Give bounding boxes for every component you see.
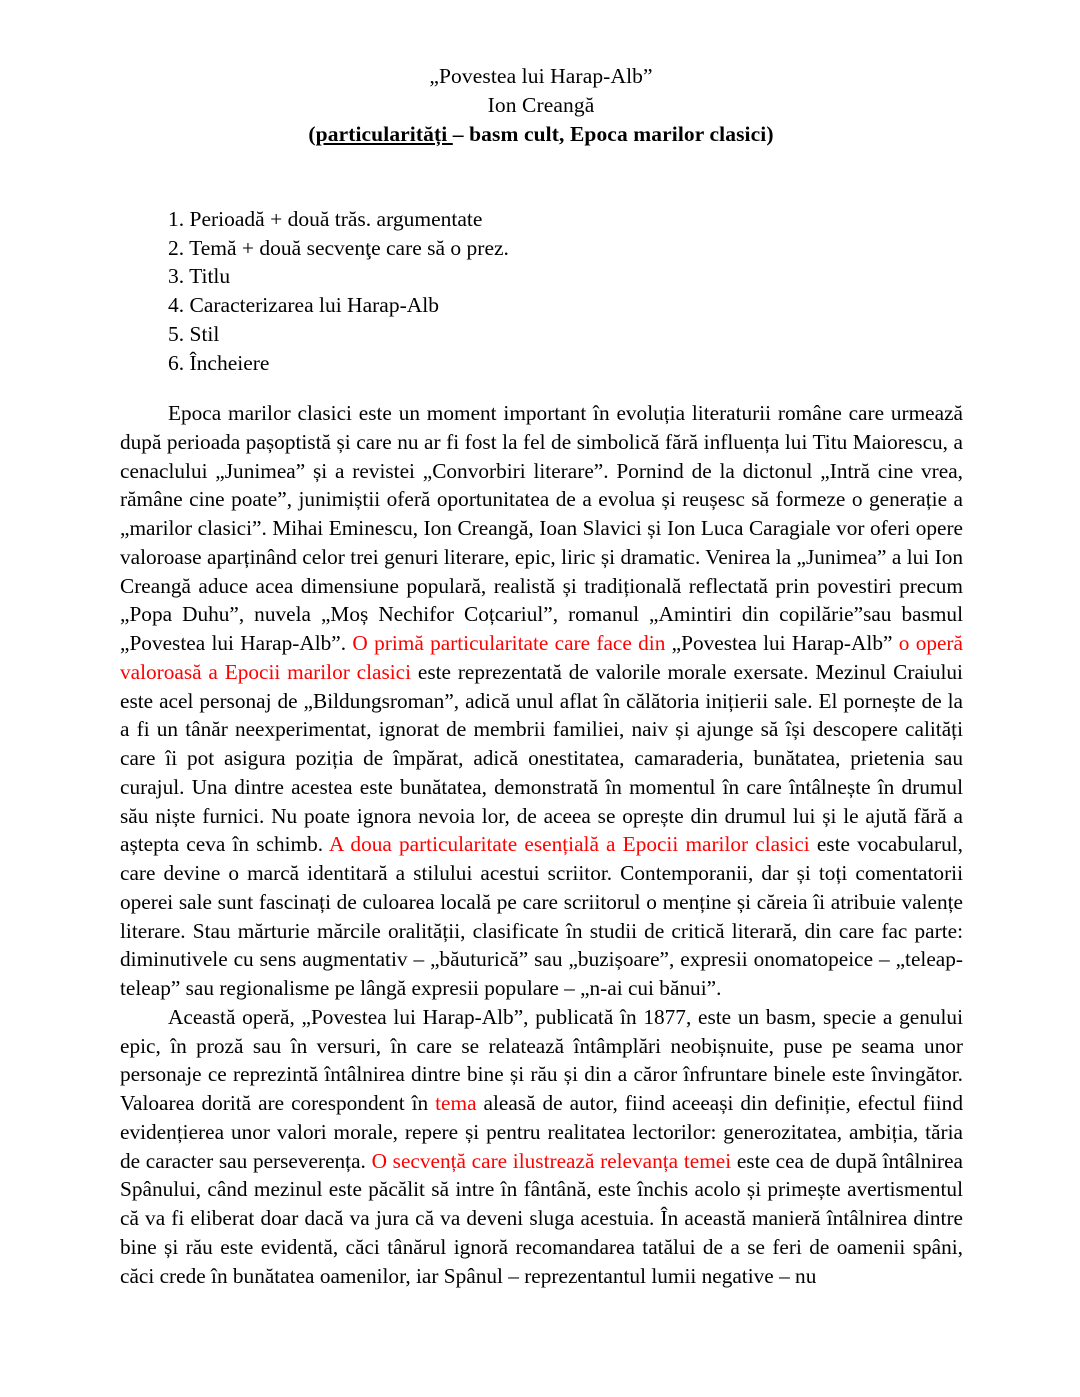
subtitle-underlined-term: particularități [315, 122, 453, 147]
document-body [120, 399, 963, 1290]
subtitle-rest: – basm cult, Epoca marilor clasici) [452, 122, 774, 147]
highlighted-text-run: A doua particularitate esențială a Epocii marilor clasici [329, 832, 817, 857]
list-item: 2. Temă + două secvenţe care să o prez. [168, 235, 509, 260]
text-run: aleasă de autor, fiind aceeași din definiție, efectul fiind evidențierea unor valori morale, repere și pentru realitatea lectorilor: generozitatea, ambiția, tăria de caracter sau perseverența. [120, 1091, 963, 1173]
text-run: este reprezentată de valorile morale exersate. Mezinul Craiului este acel personaj de „Bildungsroman”, adică unul aflat în călătoria inițierii sale. El pornește de la a fi un tânăr neexperimentat, ignorat de membrii familiei, naiv și ajunge să își descopere calități care îi pot asigura poziția de împărat, adică onestitatea, camaraderia, bunătatea, prietenia sau curajul. Una dintre acestea este bunătatea, demonstrată în momentul în care întâlnește în drumul său niște furnici. Nu poate ignora nevoia lor, de aceea se oprește din drumul lui și le ajută fără a aștepta ceva în schimb. [120, 659, 963, 857]
text-run: „Povestea lui Harap-Alb” [671, 631, 899, 655]
text-run: Epoca marilor clasici este un moment important în evoluția literaturii române care urmează după perioada pașoptistă și care nu ar fi fost la fel de simbolică fără influența lui Titu Maiorescu, a cenaclului „Junimea” și a revistei „Convorbiri literare”. Pornind de la dictonul „Intră cine vrea, rămâne cine poate”, junimiștii oferă oportunitatea de a evolua și reușesc să formeze o generație a „marilor clasici”. Mihai Eminescu, Ion Creangă, Ioan Slavici și Ion Luca Caragiale vor oferi opere valoroase aparținând celor trei genuri literare, epic, liric și dramatic. Venirea la „Junimea” a lui Ion Creangă aduce acea dimensiune populară, realistă și tradițională reflectată prin povestiri precum „Popa Duhu”, nuvela „Moș Nechifor Coțcariul”, romanul „Amintiri din copilărie”sau basmul „Povestea lui Harap-Alb”. [120, 401, 963, 655]
text-run: este vocabularul, care devine o marcă identitară a stilului acestui scriitor. Contemporanii, dar și toți comentatorii operei sale sunt fascinați de culoarea locală pe care scriitorul o menține și căreia îi atribuie valențe literare. Stau mărturie mărcile oralității, clasificate în studii de critică literară, din care fac parte: diminutivele cu sens augmentativ – „băuturică” sau „buzișoare”, expresii onomatopeice – „teleap-teleap” sau regionalisme pe lângă expresii populare – „n-ai cui bănui”. [120, 832, 963, 1000]
title-work-name: „Povestea lui Harap-Alb” [429, 64, 653, 88]
list-item: 3. Titlu [168, 264, 231, 289]
highlighted-text-run: O secvență care ilustrează relevanța temei [371, 1148, 737, 1173]
title-author-name: Ion Creangă [487, 92, 595, 117]
paragraph [120, 399, 963, 1003]
highlighted-text-run: tema [435, 1091, 477, 1115]
text-run: este cea de după întâlnirea Spânului, când mezinul este păcălit să intre în fântână, este închis acolo și primește avertismentul că va fi eliberat doar dacă va jura că va deveni sluga acestuia. În această manieră întâlnirea dintre bine și rău este evidentă, căci tânărul ignoră recomandarea tatălui de a se feri de oamenii spâni, căci crede în bunătatea oamenilor, iar Spânul – reprezentantul lumii negative – nu [120, 1148, 964, 1288]
paragraph [120, 1003, 963, 1291]
outline-list [168, 205, 928, 377]
document-title-block [120, 62, 962, 149]
subtitle-open-paren: ( [308, 122, 316, 147]
highlighted-text-run: o operă valoroasă a Epocii marilor clasici [120, 631, 963, 684]
list-item: 6. Încheiere [168, 350, 270, 375]
title-subtitle [120, 119, 962, 149]
list-item: 5. Stil [168, 321, 220, 346]
highlighted-text-run: O primă particularitate care face din [352, 631, 672, 655]
list-item: 4. Caracterizarea lui Harap-Alb [168, 293, 439, 318]
list-item: 1. Perioadă + două trăs. argumentate [168, 207, 483, 231]
text-run: Această operă, „Povestea lui Harap-Alb”, publicată în 1877, este un basm, specie a genului epic, în proză sau în versuri, în care se relatează întâmplări neobișnuite, puse pe seama unor personaje ce reprezintă întâlnirea dintre bine și rău și din a căror înfruntare binele este învingător. Valoarea dorită are corespondent în [120, 1004, 963, 1115]
